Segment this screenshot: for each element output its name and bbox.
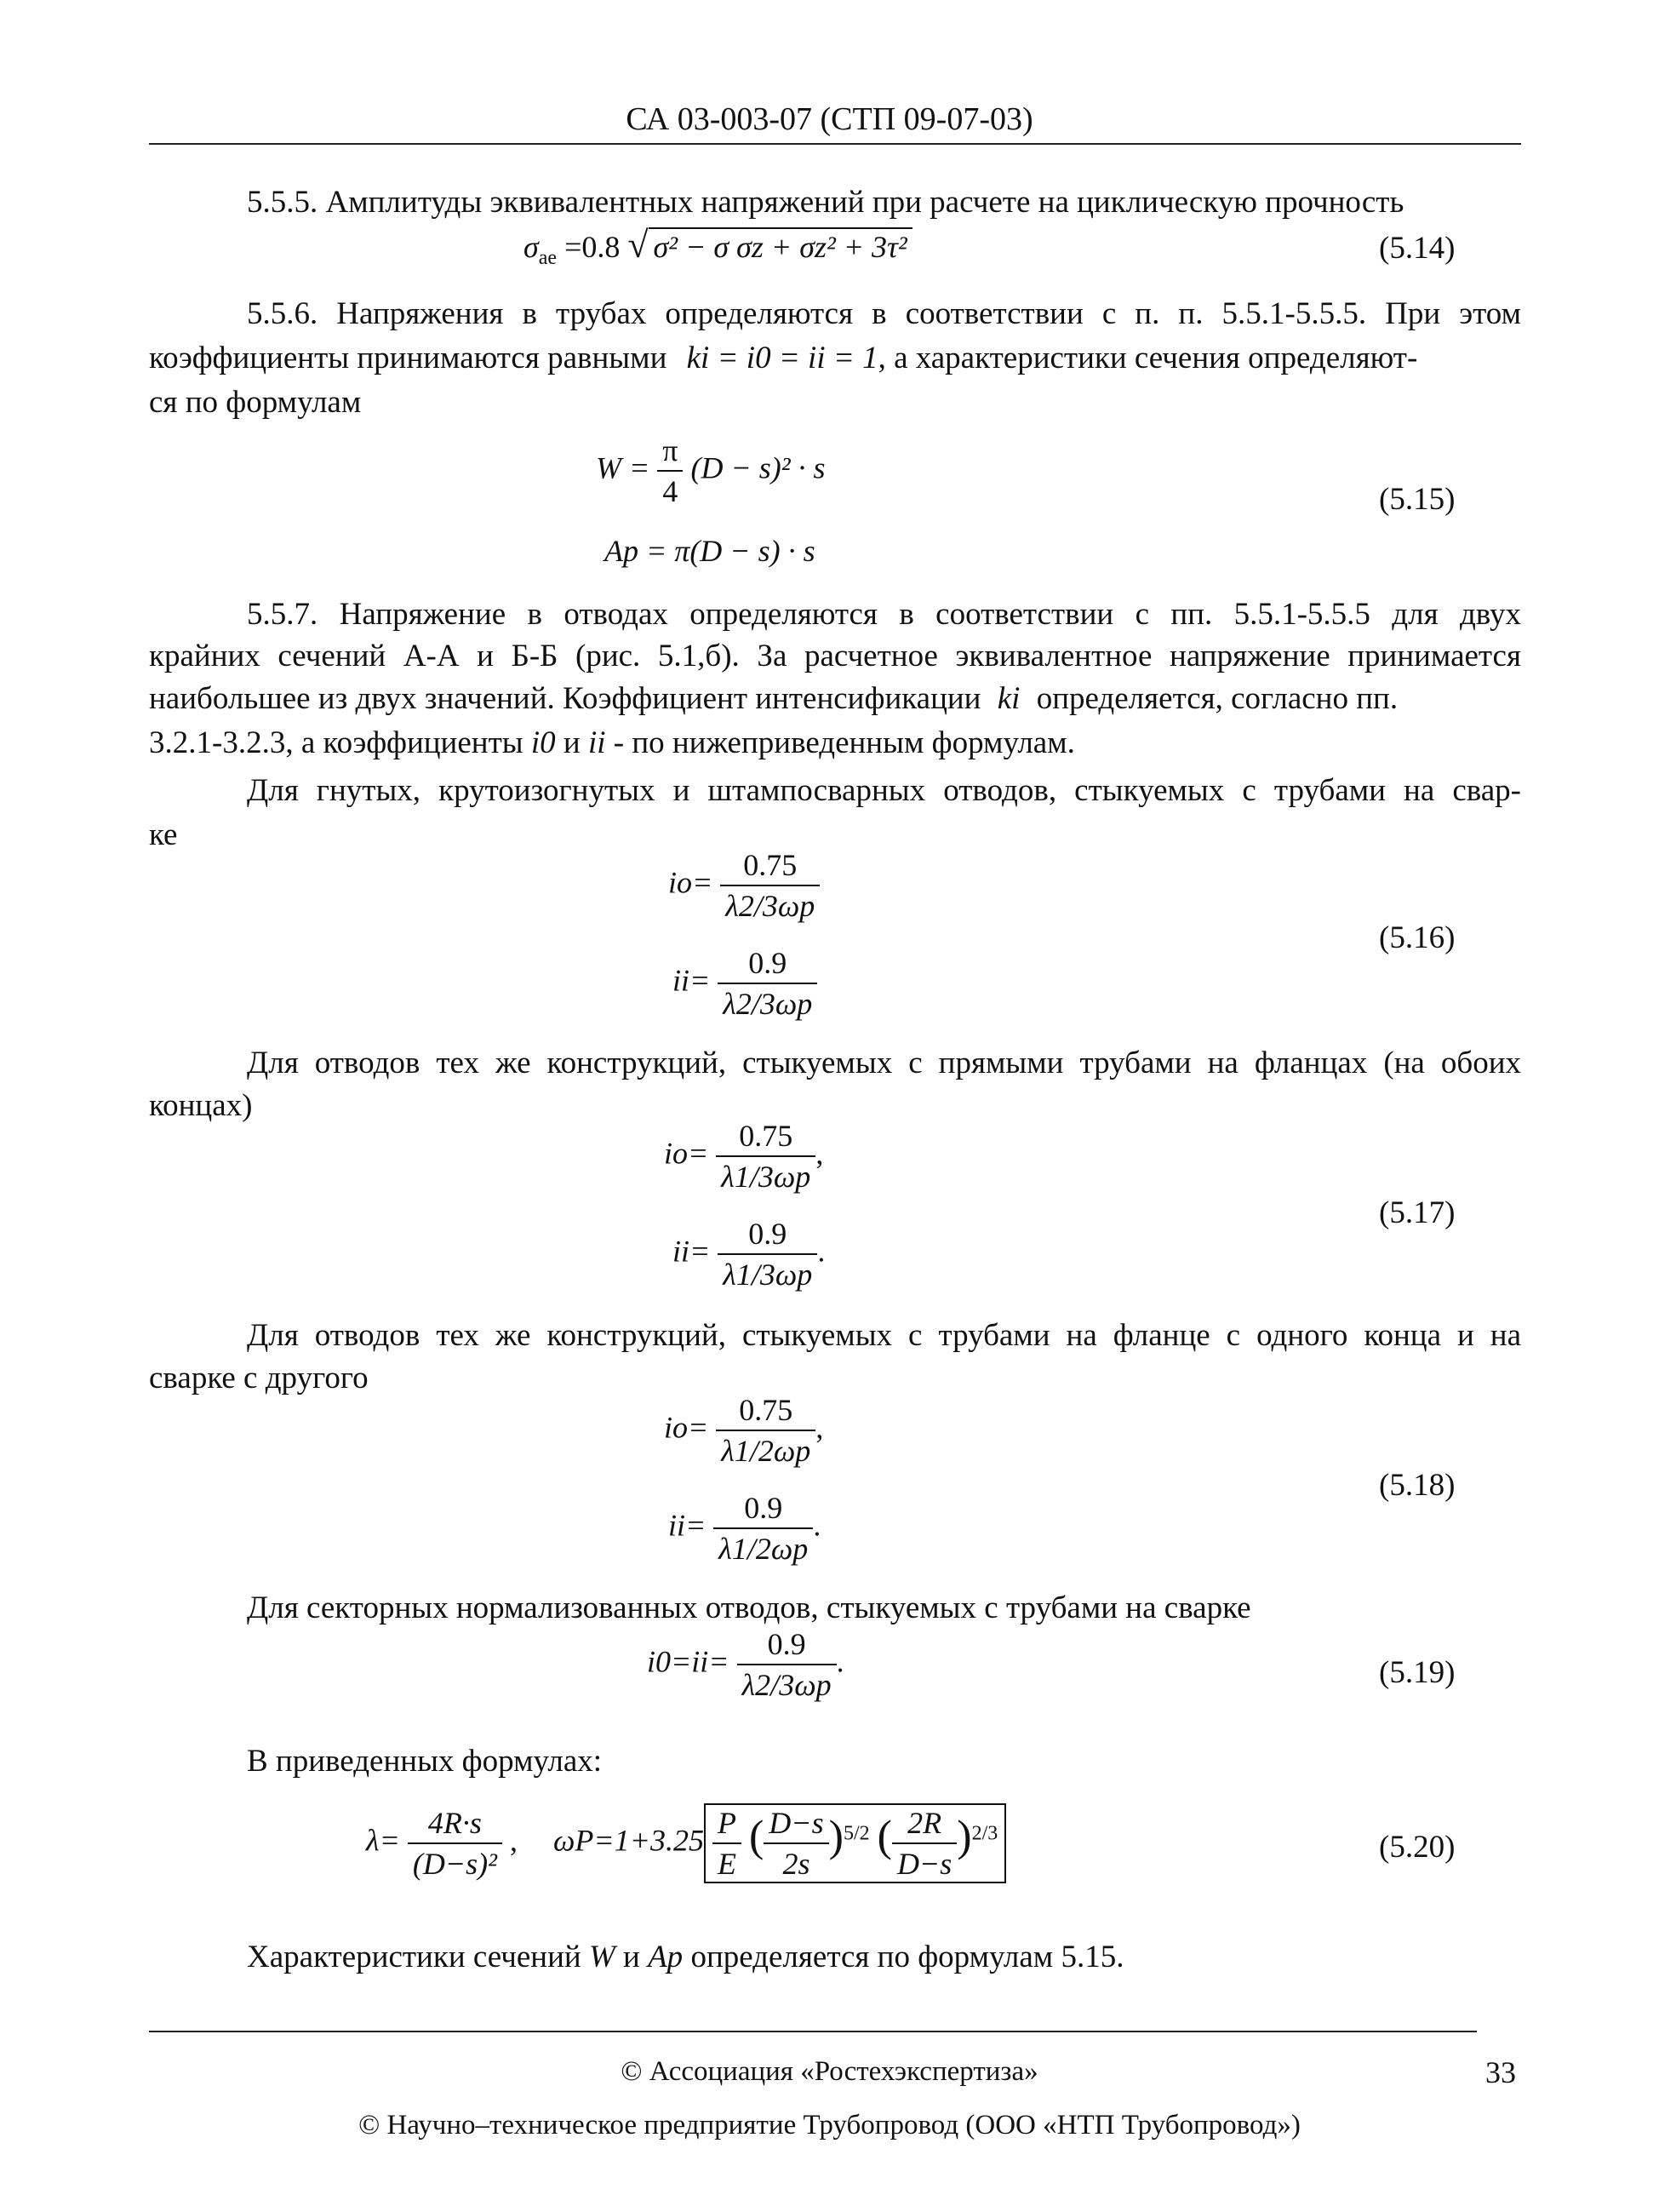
frac-numerator: 0.9 bbox=[713, 1490, 813, 1529]
frac-numerator: 0.75 bbox=[716, 1118, 815, 1157]
inline-math: ii bbox=[587, 725, 606, 760]
header-rule bbox=[149, 143, 1521, 145]
formula-5-14: $\sigma_{ae} =0.8$ √ σ² − σ σz + σz² + 3τ² bbox=[523, 223, 912, 270]
formula-rhs: (D − s)² · s bbox=[690, 450, 826, 485]
text-span: , а характеристики сечения определяют- bbox=[878, 341, 1418, 375]
frac-denominator: λ1/3ωp bbox=[723, 1258, 813, 1292]
text-span: - по нижеприведенным формулам. bbox=[613, 725, 1075, 760]
formula-5-15-w bbox=[596, 433, 826, 509]
paragraph-flanged-line1: Для отводов тех же конструкций, стыкуемых с прямыми трубами на фланцах (на обоих bbox=[247, 1046, 1521, 1080]
frac-denominator: λ2/3ωp bbox=[723, 987, 813, 1021]
omega-lhs: ωP=1+3.25 bbox=[552, 1823, 704, 1858]
paragraph-mixed-line1: Для отводов тех же конструкций, стыкуемых с трубами на фланце с одного конца и на bbox=[247, 1318, 1521, 1353]
exponent: 2/3 bbox=[971, 1822, 998, 1845]
frac-denominator: λ1/2ωp bbox=[718, 1532, 809, 1566]
punctuation: . bbox=[817, 1234, 826, 1269]
lambda-lhs: λ= bbox=[366, 1823, 400, 1858]
frac-numerator: 2R bbox=[892, 1805, 957, 1844]
frac-numerator: 0.9 bbox=[737, 1626, 837, 1665]
frac-numerator: 0.75 bbox=[720, 847, 820, 886]
text-span: Характеристики сечений bbox=[247, 1940, 581, 1974]
paragraph-5-5-7-line2: крайних сечений А-А и Б-Б (рис. 5.1,б). За расчетное эквивалентное напряжение принимается bbox=[149, 639, 1521, 673]
formula-5-18-io bbox=[664, 1392, 823, 1469]
frac-denominator: D−s bbox=[896, 1847, 952, 1881]
formula-radicand: σ² − σ σz + σz² + 3τ² bbox=[649, 227, 912, 265]
inline-math: Ap bbox=[648, 1940, 684, 1974]
paragraph-5-5-7-line4 bbox=[149, 721, 1521, 765]
paragraph-5-5-6-line2 bbox=[149, 336, 1521, 381]
formula-5-17-io bbox=[664, 1118, 823, 1195]
equation-number-5-15: (5.15) bbox=[1379, 482, 1456, 517]
formula-lhs: ii= bbox=[672, 1234, 711, 1269]
bracket-group: $\frac{P}{E}$ ( $\frac{D-s}{2s}$ )$^{5/2}$ ( $\frac{2R}{D-s}$ )$^{2/3}$ bbox=[704, 1803, 1006, 1883]
formula-coefficient: =0.8 bbox=[564, 230, 621, 264]
punctuation: . bbox=[813, 1508, 821, 1543]
paragraph-5-5-6-line3: ся по формулам bbox=[149, 385, 362, 420]
sigma-symbol: σ bbox=[523, 230, 539, 264]
paragraph-5-5-5: 5.5.5. Амплитуды эквивалентных напряжений при расчете на циклическую прочность bbox=[247, 185, 1404, 220]
punctuation: , bbox=[815, 1410, 824, 1445]
frac-numerator: 0.75 bbox=[716, 1392, 815, 1431]
paragraph-5-5-6-line1: 5.5.6. Напряжения в трубах определяются в соответствии с п. п. 5.5.1-5.5.5. При этом bbox=[247, 296, 1521, 331]
frac-numerator: D−s bbox=[764, 1805, 828, 1844]
equation-number-5-18: (5.18) bbox=[1379, 1468, 1456, 1503]
formula-5-15-ap bbox=[604, 533, 815, 569]
frac-numerator: 4R·s bbox=[408, 1805, 502, 1844]
paragraph-welded-line1: Для гнутых, крутоизогнутых и штампосварных отводов, стыкуемых с трубами на свар- bbox=[247, 773, 1521, 808]
page-number: 33 bbox=[1485, 2055, 1516, 2089]
formula-5-18-ii bbox=[668, 1490, 821, 1567]
text-span: и bbox=[563, 725, 581, 760]
footer-rule bbox=[149, 2031, 1477, 2032]
formula-5-16-io bbox=[668, 847, 820, 924]
formula-lhs: i0=ii= bbox=[647, 1644, 729, 1679]
paragraph-mixed-line2: сварке с другого bbox=[149, 1361, 369, 1395]
formula-5-16-ii bbox=[672, 945, 817, 1022]
frac-denominator: (D−s)² bbox=[412, 1847, 497, 1881]
page-header: СА 03-003-07 (СТП 09-07-03) bbox=[626, 101, 1033, 137]
paragraph-flanged-line2: концах) bbox=[149, 1088, 253, 1123]
frac-denominator: E bbox=[717, 1847, 736, 1881]
equation-number-5-17: (5.17) bbox=[1379, 1195, 1456, 1230]
inline-math: ki = i0 = ii = 1 bbox=[686, 341, 878, 375]
text-span: определяется по формулам 5.15. bbox=[690, 1940, 1124, 1974]
inline-math: ki bbox=[997, 681, 1021, 716]
footer-line1: © Ассоциация «Ростехэкспертиза» bbox=[621, 2056, 1038, 2087]
paragraph-welded-line2: ке bbox=[149, 817, 178, 852]
formula-lhs: io= bbox=[664, 1410, 709, 1445]
formula-lhs: W = bbox=[596, 450, 650, 485]
formula-lhs: io= bbox=[664, 1136, 709, 1171]
formula-lhs: ii= bbox=[668, 1508, 707, 1543]
frac-denominator: λ2/3ωp bbox=[741, 1668, 832, 1702]
sigma-subscript: ae bbox=[538, 247, 558, 270]
equation-number-5-19: (5.19) bbox=[1379, 1655, 1456, 1690]
formula-ap: Ap = π(D − s) · s bbox=[604, 534, 815, 568]
text-span: наибольшее из двух значений. Коэффициент интенсификации bbox=[149, 681, 981, 716]
equation-number-5-14: (5.14) bbox=[1379, 231, 1456, 266]
punctuation: , bbox=[509, 1823, 518, 1858]
formula-5-19 bbox=[647, 1626, 844, 1703]
frac-denominator: 2s bbox=[782, 1847, 810, 1881]
frac-numerator: P bbox=[712, 1805, 741, 1844]
formula-lhs: io= bbox=[668, 865, 713, 900]
exponent: 5/2 bbox=[843, 1822, 870, 1845]
frac-denominator: λ1/3ωp bbox=[721, 1160, 811, 1194]
frac-numerator: 0.9 bbox=[718, 945, 817, 984]
paragraph-sector: Для секторных нормализованных отводов, стыкуемых с трубами на сварке bbox=[247, 1590, 1251, 1625]
formula-lhs: ii= bbox=[672, 963, 711, 998]
text-span: коэффициенты принимаются равными bbox=[149, 341, 667, 375]
text-span: 3.2.1-3.2.3, а коэффициенты bbox=[149, 725, 523, 760]
formula-5-17-ii bbox=[672, 1216, 825, 1292]
frac-denominator: λ1/2ωp bbox=[721, 1434, 811, 1468]
frac-numerator: π bbox=[657, 433, 683, 472]
inline-math: W bbox=[588, 1940, 615, 1974]
equation-number-5-20: (5.20) bbox=[1379, 1830, 1456, 1865]
text-span: и bbox=[623, 1940, 640, 1974]
punctuation: . bbox=[836, 1644, 844, 1679]
frac-denominator: 4 bbox=[662, 474, 678, 508]
frac-denominator: λ2/3ωp bbox=[725, 889, 815, 923]
equation-number-5-16: (5.16) bbox=[1379, 920, 1456, 955]
paragraph-5-5-7-line3 bbox=[149, 677, 1521, 721]
footer-line2: © Научно–техническое предприятие Трубопровод (ООО «НТП Трубопровод») bbox=[358, 2110, 1301, 2140]
formula-5-20 bbox=[366, 1803, 1006, 1883]
frac-numerator: 0.9 bbox=[718, 1216, 817, 1255]
paragraph-last bbox=[247, 1935, 1521, 1980]
paragraph-5-5-7-line1: 5.5.7. Напряжение в отводах определяются в соответствии с пп. 5.5.1-5.5.5 для двух bbox=[247, 597, 1521, 632]
inline-math: i0 bbox=[530, 725, 556, 760]
paragraph-given: В приведенных формулах: bbox=[247, 1744, 603, 1779]
punctuation: , bbox=[815, 1136, 824, 1171]
text-span: определяется, согласно пп. bbox=[1036, 681, 1399, 716]
